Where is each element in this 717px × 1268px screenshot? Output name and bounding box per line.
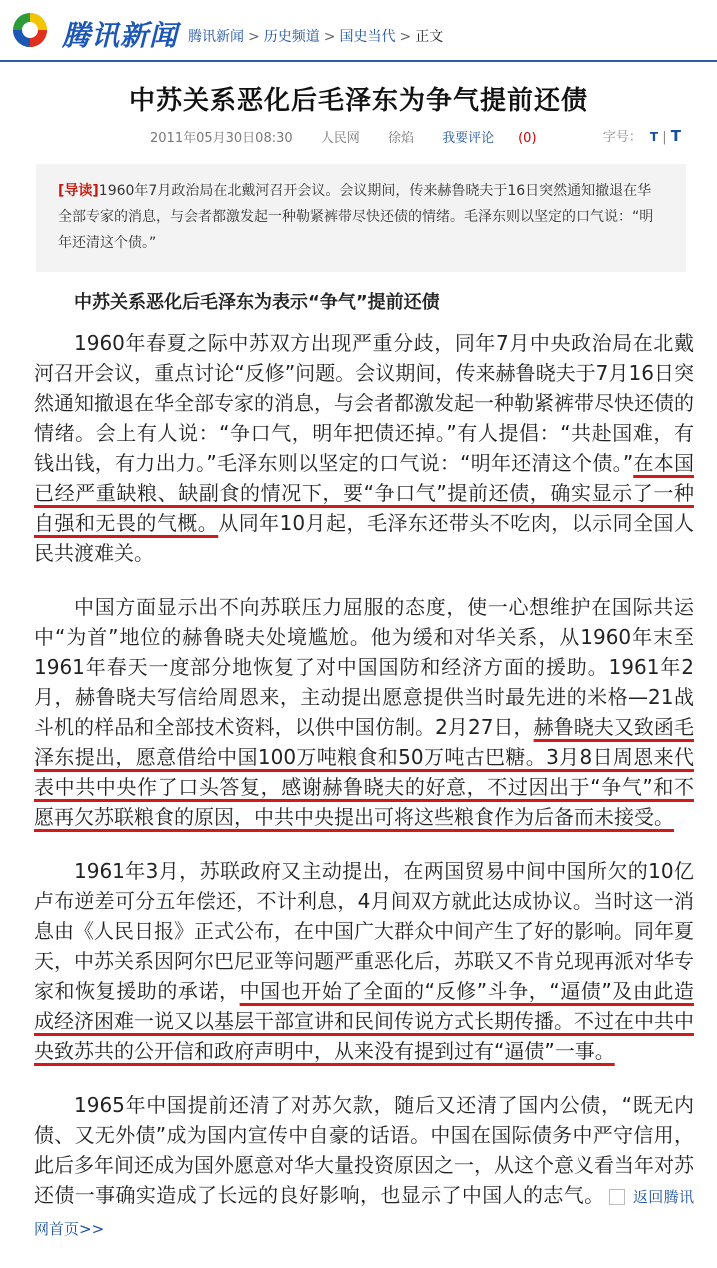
font-large-button[interactable]: T (670, 127, 681, 145)
paragraph-2 (34, 592, 694, 832)
paragraph-4-text: 1965年中国提前还清了对苏欠款，随后又还清了国内公债，“既无内债、又无外债”成为国内宣传中自豪的话语。中国在国际债务中严守信用，此后多年间还成为国外愿意对华大量投资原因之一，从这个意义看当年对苏还债一事确实造成了长远的良好影响，也显示了中国人的志气。 (34, 1093, 694, 1207)
paragraph-2-highlight: 赫鲁晓夫又致函毛泽东提出，愿意借给中国100万吨粮食和50万吨古巴糖。3月8日周恩来代表中共中央作了口头答复，感谢赫鲁晓夫的好意，不过因出于“争气”和不愿再欠苏联粮食的原因，中共中央提出可将这些粮食作为后备而未接受。 (34, 715, 694, 829)
breadcrumb-separator: > (399, 29, 412, 45)
breadcrumb (188, 26, 443, 46)
font-size-control: 字号： T | T (602, 127, 681, 145)
site-header (0, 0, 717, 62)
breadcrumb-separator: > (323, 29, 336, 45)
paragraph-2-text: 中国方面显示出不向苏联压力屈服的态度，使一心想维护在国际共运中“为首”地位的赫鲁晓夫处境尴尬。他为缓和对华关系，从1960年末至1961年春天一度部分地恢复了对中国国防和经济方面的援助。1961年2月，赫鲁晓夫写信给周恩来，主动提出愿意提供当时最先进的米格—21战斗机的样品和全部技术资料，以供中国仿制。2月27日， (34, 595, 694, 739)
comment-link[interactable] (442, 131, 560, 146)
back-to-home-link[interactable]: 返回腾讯网首页>> (34, 1188, 694, 1238)
paragraph-3-text: 1961年3月，苏联政府又主动提出，在两国贸易中间中国所欠的10亿卢布逆差可分五年偿还，不计利息，4月间双方就此达成协议。当时这一消息由《人民日报》正式公布，在中国广大群众中间产生了好的影响。同年夏天，中苏关系因阿尔巴尼亚等问题严重恶化后，苏联又不肯兑现再派对华专家和恢复援助的承诺， (34, 859, 694, 1003)
comment-label: 我要评论 (442, 131, 495, 146)
breadcrumb-history[interactable]: 历史频道 (263, 29, 320, 45)
article-subheading: 中苏关系恶化后毛泽东为表示“争气”提前还债 (74, 292, 440, 313)
logo-text: 腾讯新闻 (62, 19, 179, 52)
comment-count: (0) (518, 131, 537, 146)
paragraph-3-highlight: 中国也开始了全面的“反修”斗争，“逼债”及由此造成经济困难一说又以基层干部宣讲和民间传说方式长期传播。不过在中共中央致苏共的公开信和政府声明中，从来没有提到过有“逼债”一事。 (34, 979, 694, 1063)
summary-tag: [导读] (58, 183, 99, 199)
article-title: 中苏关系恶化后毛泽东为争气提前还债 (128, 86, 588, 116)
article-body (34, 282, 694, 1268)
paragraph-4 (34, 1090, 694, 1244)
article-summary (36, 164, 686, 272)
paragraph-3 (34, 856, 694, 1066)
summary-text: 1960年7月政治局在北戴河召开会议。会议期间，传来赫鲁晓夫于16日突然通知撤退在华全部专家的消息，与会者都激发起一种勒紧裤带尽快还债的情绪。毛泽东则以坚定的口气说：“明年还清这个债。” (58, 183, 654, 251)
font-size-label: 字号： (602, 130, 642, 145)
breadcrumb-contemporary[interactable]: 国史当代 (339, 29, 396, 45)
paragraph-1-highlight: 在本国已经严重缺粮、缺副食的情况下，要“争口气”提前还债，确实显示了一种自强和无畏的气概。 (34, 451, 695, 535)
paragraph-1-end: 从同年10月起，毛泽东还带头不吃肉，以示同全国人民共渡难关。 (34, 511, 695, 565)
breadcrumb-current: 正文 (415, 29, 444, 45)
image-placeholder-icon (609, 1189, 625, 1205)
article-date: 2011年05月30日08:30 (150, 131, 293, 146)
article-meta (150, 127, 585, 146)
paragraph-1-text: 1960年春夏之际中苏双方出现严重分歧，同年7月中央政治局在北戴河召开会议，重点讨论“反修”问题。会议期间，传来赫鲁晓夫于7月16日突然通知撤退在华全部专家的消息，与会者都激发起一种勒紧裤带尽快还债的情绪。会上有人说：“争口气，明年把债还掉。”有人提倡：“共赴国难，有钱出钱，有力出力。”毛泽东则以坚定的口气说：“明年还清这个债。” (34, 331, 694, 475)
paragraph-1 (34, 328, 694, 568)
tencent-logo-icon (10, 10, 54, 50)
article-author: 徐焰 (387, 131, 414, 146)
tencent-news-logo[interactable] (10, 10, 180, 50)
font-small-button[interactable]: T (649, 130, 659, 144)
article-source[interactable]: 人民网 (320, 131, 360, 146)
breadcrumb-separator: > (248, 29, 260, 45)
breadcrumb-tencent-news[interactable]: 腾讯新闻 (188, 29, 244, 45)
